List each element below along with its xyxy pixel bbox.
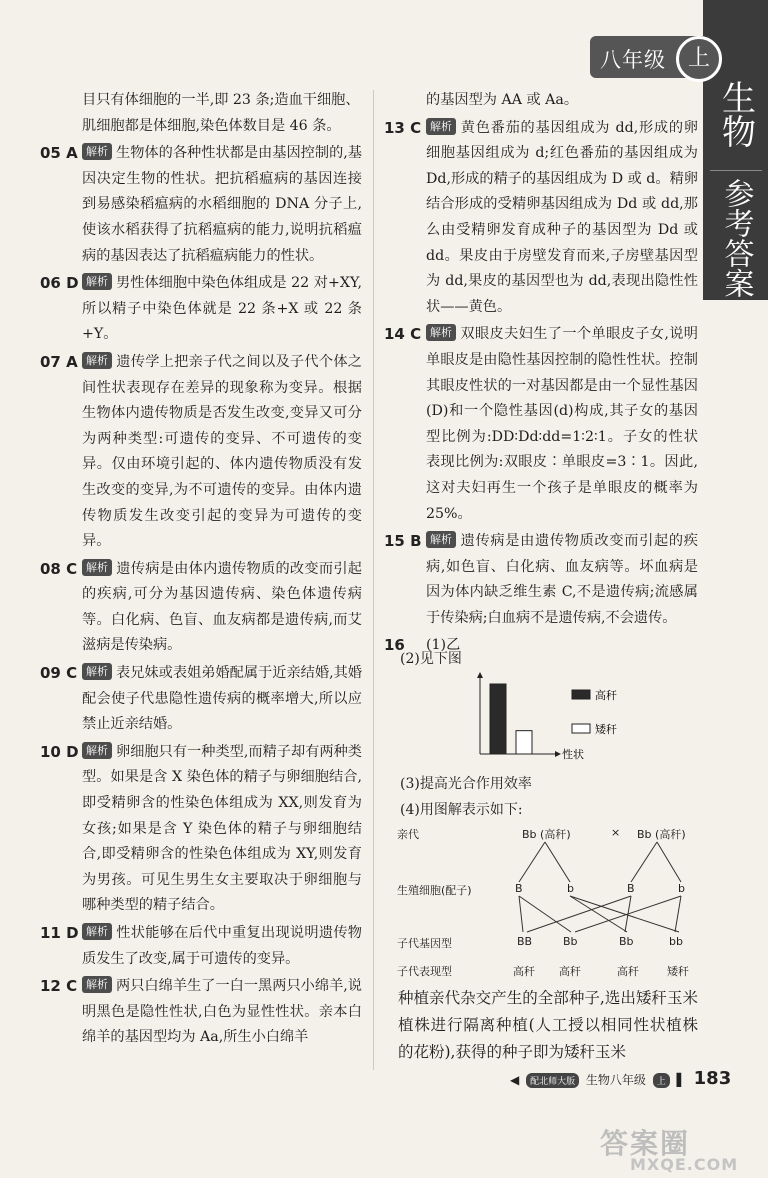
analysis-tag: 解析 — [82, 742, 112, 759]
grade-label: 八年级 — [600, 48, 666, 72]
q16-part3: (3)提高光合作用效率 — [400, 776, 532, 792]
section-text: 参考答案 — [718, 178, 754, 298]
page-footer — [510, 1068, 731, 1089]
offspring-2: Bb — [563, 935, 578, 948]
answer-item — [384, 116, 698, 321]
analysis-tag: 解析 — [82, 559, 112, 576]
gamete-1: B — [515, 882, 523, 895]
answer-body — [426, 88, 698, 114]
answer-body — [82, 141, 362, 269]
row-gamete: 生殖细胞(配子) — [397, 884, 472, 897]
answer-number: 09 C — [40, 664, 78, 683]
watermark: 答案圈 — [600, 1127, 691, 1160]
legend-swatch-tall — [572, 690, 590, 699]
chart-x-arrow — [555, 751, 561, 757]
answer-text: 目只有体细胞的一半,即 23 条;造血干细胞、肌细胞都是体细胞,染色体数目是 46 条。 — [82, 92, 360, 134]
answer-item — [40, 661, 362, 738]
answer-item — [384, 529, 698, 631]
answer-item — [384, 322, 698, 527]
answer-body — [426, 116, 698, 321]
analysis-tag: 解析 — [426, 118, 456, 135]
back-arrow-icon: ◀ — [510, 1073, 520, 1087]
answer-body — [82, 557, 362, 659]
answer-body — [82, 740, 362, 919]
page-bar-icon: ▌ — [676, 1073, 686, 1087]
row-phenotype: 子代表现型 — [397, 965, 452, 978]
phenotype-4: 矮秆 — [667, 965, 689, 978]
answer-number: 10 D — [40, 742, 79, 761]
left-column — [40, 88, 362, 1053]
answer-number: 07 A — [40, 352, 78, 371]
answer-text: 表兄妹或表姐弟婚配属于近亲结婚,其婚配会使子代患隐性遗传病的概率增大,所以应禁止近亲结婚。 — [82, 665, 362, 733]
answer-number: 13 C — [384, 118, 422, 137]
section-label — [703, 178, 768, 308]
answer-text: 遗传学上把亲子代之间以及子代个体之间性状表现存在差异的现象称为变异。根据生物体内遗传物质是否发生改变,变异又可分为两种类型:可遗传的变异、不可遗传的变异。仅由环境引起的、体内遗传物质没有发生改变的变异,为不可遗传的变异。由体内遗传物质发生改变引起的变异为可遗传的变异。 — [82, 353, 362, 550]
right-column — [384, 88, 698, 661]
legend-label-short: 矮秆 — [595, 723, 617, 736]
answer-number: 06 D — [40, 274, 79, 293]
row-genotype: 子代基因型 — [397, 937, 452, 950]
answer-number: 12 C — [40, 977, 78, 996]
answer-item — [384, 88, 698, 114]
answer-item — [40, 740, 362, 919]
answer-text: 的基因型为 AA 或 Aa。 — [426, 92, 579, 108]
parent-2: Bb (高秆) — [637, 828, 686, 841]
row-parent: 亲代 — [397, 828, 419, 841]
gamete-2: b — [567, 882, 574, 895]
q16-tail-text: 种植亲代杂交产生的全部种子,选出矮秆玉米植株进行隔离种植(人工授以相同性状植株的花粉),获得的种子即为矮秆玉米 — [398, 989, 698, 1061]
answer-number: 11 D — [40, 924, 79, 942]
answer-item — [40, 141, 362, 269]
genetic-cross-diagram — [395, 820, 705, 985]
analysis-tag: 解析 — [82, 352, 112, 369]
side-divider — [710, 170, 762, 171]
edition-badge: 配北师大版 — [526, 1073, 579, 1088]
answer-text: 黄色番茄的基因组成为 dd,形成的卵细胞基因组成为 d;红色番茄的基因组成为 Dd,形成的精子的基因组成为 D 或 d。精卵结合形成的受精卵基因组成为 Dd 或 dd,那么由受精卵发育成种子的基因型为 Dd 或 dd。果皮由于房壁发育而来,子房壁基因型为 dd,果皮的基因型也为 dd,表现出隐性性状——黄色。 — [426, 119, 698, 315]
answer-text: 两只白绵羊生了一白一黑两只小绵羊,说明黑色是隐性性状,白色为显性性状。亲本白绵羊的基因型均为 Aa,所生小白绵羊 — [82, 978, 362, 1046]
answer-number: 05 A — [40, 144, 78, 163]
analysis-tag: 解析 — [426, 531, 456, 548]
subject-label — [703, 80, 768, 157]
bar-1 — [516, 731, 532, 754]
answer-number: 15 B — [384, 532, 422, 551]
answer-body — [82, 271, 362, 348]
answer-text: 遗传病是由体内遗传物质的改变而引起的疾病,可分为基因遗传病、染色体遗传病等。白化病、色盲、血友病都是遗传病,而艾滋病是传染病。 — [82, 560, 362, 654]
phenotype-2: 高秆 — [559, 965, 581, 978]
phenotype-1: 高秆 — [513, 965, 535, 978]
answer-body — [426, 529, 698, 631]
answer-item — [40, 350, 362, 555]
gamete-3: B — [627, 882, 635, 895]
legend-label-tall: 高秆 — [595, 689, 617, 702]
offspring-4: bb — [669, 935, 683, 948]
answer-number: 14 C — [384, 325, 422, 344]
answer-item — [40, 271, 362, 348]
answer-body — [426, 633, 698, 659]
answer-item — [40, 557, 362, 659]
chart-xlabel: 性状 — [562, 748, 584, 761]
analysis-tag: 解析 — [82, 273, 112, 290]
footer-book: 生物八年级 — [585, 1073, 646, 1087]
q16-part2: (2)见下图 — [400, 651, 462, 667]
answer-text: 生物体的各种性状都是由基因控制的,基因决定生物的性状。把抗稻瘟病的基因连接到易感染稻瘟病的水稻细胞的 DNA 分子上,使该水稻获得了抗稻瘟病的能力,说明抗稻瘟病的基因表达了抗稻瘟病能力的性状。 — [82, 145, 362, 264]
watermark-url: MXQE.COM — [630, 1155, 739, 1174]
parent-1: Bb (高秆) — [522, 828, 571, 841]
answer-number: 08 C — [40, 559, 78, 578]
answer-item — [40, 974, 362, 1051]
analysis-tag: 解析 — [82, 923, 112, 940]
footer-term: 上 — [653, 1073, 670, 1088]
analysis-tag: 解析 — [426, 324, 456, 341]
answer-item — [40, 921, 362, 972]
answer-body — [82, 350, 362, 555]
answer-body — [82, 921, 362, 972]
analysis-tag: 解析 — [82, 143, 112, 160]
answer-body — [82, 661, 362, 738]
answer-text: 卵细胞只有一种类型,而精子却有两种类型。如果是含 X 染色体的精子与卵细胞结合,即受精卵含的性染色体组成为 XX,则发育为女孩;如果是含 Y 染色体的精子与卵细胞结合,即受精卵含的性染色体组成为 XY,则发育为男孩。可见生男生女主要取决于卵细胞与哪种类型的精子结合。 — [82, 743, 362, 914]
offspring-1: BB — [517, 935, 533, 948]
cross-times: × — [611, 826, 621, 839]
offspring-3: Bb — [619, 935, 634, 948]
legend-swatch-short — [572, 724, 590, 733]
phenotype-3: 高秆 — [617, 965, 639, 978]
answer-item — [40, 88, 362, 139]
subject-text: 生物 — [715, 80, 756, 148]
answer-body — [82, 88, 362, 139]
page-number: 183 — [693, 1068, 732, 1089]
answer-text: 性状能够在后代中重复出现说明遗传物质发生了改变,属于可遗传的变异。 — [82, 925, 362, 967]
answer-text: 男性体细胞中染色体组成是 22 对+XY,所以精子中染色体就是 22 条+X 或 22 条+Y。 — [82, 275, 362, 343]
q16-part4: (4)用图解表示如下: — [400, 802, 523, 818]
answer-body — [82, 974, 362, 1051]
column-divider — [373, 90, 374, 1070]
analysis-tag: 解析 — [82, 976, 112, 993]
answer-body — [426, 322, 698, 527]
gamete-4: b — [678, 882, 685, 895]
term-badge: 上 — [676, 36, 722, 82]
answer-number: 16 — [384, 636, 405, 655]
height-bar-chart — [450, 672, 650, 772]
answer-text: 双眼皮夫妇生了一个单眼皮子女,说明单眼皮是由隐性基因控制的隐性性状。控制其眼皮性状的一对基因都是由一个显性基因(D)和一个隐性基因(d)构成,其子女的基因型比例为:DD∶Dd∶dd=1∶2∶1。子女的性状表现比例为:双眼皮∶单眼皮=3∶1。因此,这对夫妇再生一个孩子是单眼皮的概率为 25%。 — [426, 326, 698, 522]
answer-text: 遗传病是由遗传物质改变而引起的疾病,如色盲、白化病、血友病等。坏血病是因为体内缺乏维生素 C,不是遗传病;流感属于传染病;白血病不是遗传病,不会遗传。 — [426, 533, 698, 626]
chart-y-arrow — [477, 672, 483, 678]
cross-lines — [395, 820, 705, 985]
answer-text: (1)乙 — [426, 637, 461, 654]
analysis-tag: 解析 — [82, 663, 112, 680]
bar-0 — [490, 684, 506, 754]
